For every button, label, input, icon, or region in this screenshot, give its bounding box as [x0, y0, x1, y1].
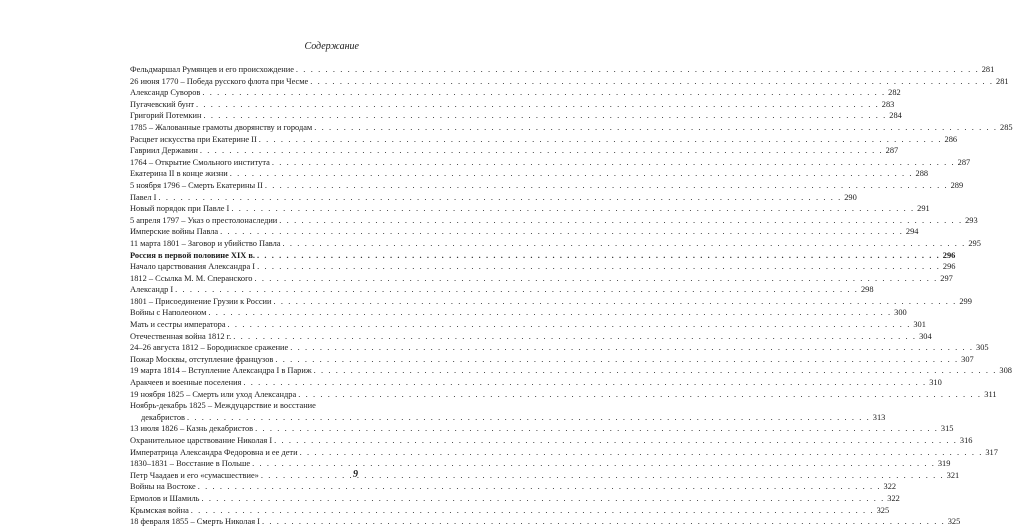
- dot-leader: [231, 203, 914, 215]
- toc-entry-page: 319: [937, 459, 951, 469]
- toc-entry-page: 315: [940, 424, 954, 434]
- toc-entry: [130, 307, 907, 319]
- dot-leader: [255, 273, 938, 285]
- toc-entry: [130, 122, 1013, 134]
- dot-leader: [255, 423, 938, 435]
- toc-entry-page: 322: [883, 482, 897, 492]
- toc-entry-title: Пугачевский бунт: [130, 99, 195, 109]
- toc-entry-page: 311: [984, 389, 997, 399]
- dot-leader: [196, 99, 879, 111]
- dot-leader: [208, 307, 891, 319]
- toc-entry-page: 325: [876, 505, 890, 515]
- toc-entry-title: 1830–1831 – Восстание в Польше: [130, 459, 251, 469]
- toc-entry-page: 301: [913, 320, 926, 330]
- page-number: 9: [353, 469, 358, 480]
- dot-leader: [228, 319, 911, 331]
- dot-leader: [257, 261, 940, 273]
- toc-entry: [130, 354, 974, 366]
- dot-leader: [314, 122, 997, 134]
- toc-entry: [130, 342, 989, 354]
- toc-entry-page: 285: [1000, 122, 1013, 132]
- toc-entry: [130, 331, 932, 343]
- toc-entry: [130, 284, 874, 296]
- dot-leader: [202, 493, 885, 505]
- toc-entry-title: Пожар Москвы, отступление французов: [130, 354, 274, 364]
- toc-entry: [130, 99, 895, 111]
- toc-entry: [130, 215, 978, 227]
- toc-entry-title: 13 июля 1826 – Казнь декабристов: [130, 424, 254, 434]
- toc-entry-page: 287: [885, 146, 899, 156]
- toc-entry: [130, 203, 930, 215]
- toc-entry: [130, 261, 956, 273]
- toc-entry-page: 307: [961, 354, 974, 364]
- dot-leader: [310, 76, 993, 88]
- toc-entry: [130, 423, 954, 435]
- toc-entry-title: 18 февраля 1855 – Смерть Николая I: [130, 517, 260, 527]
- toc-entry-page: 281: [981, 65, 995, 74]
- toc-entry-page: 305: [976, 343, 989, 353]
- toc-entry: [130, 319, 926, 331]
- toc-entry-title: Расцвет искусства при Екатерине II: [130, 134, 257, 144]
- toc-entry-title: 1764 – Открытие Смольного института: [130, 157, 270, 167]
- toc-entry: [130, 180, 964, 192]
- toc-entry-title: Новый порядок при Павле I: [130, 204, 230, 214]
- toc-entry-title: Ноябрь-декабрь 1825 – Междуцарствие и восстание: [130, 401, 316, 411]
- dot-leader: [261, 470, 944, 482]
- toc-entry: [130, 296, 972, 308]
- toc-entry-page: 294: [905, 227, 919, 237]
- dot-leader: [290, 342, 973, 354]
- dot-leader: [191, 505, 874, 517]
- toc-entry-page: 293: [965, 215, 978, 225]
- dot-leader: [243, 377, 926, 389]
- toc-entry-title: 19 ноября 1825 – Смерть или уход Александра: [130, 389, 297, 399]
- dot-leader: [158, 192, 841, 204]
- toc-entry-title: Начало царствования Александра I: [130, 262, 256, 272]
- toc-entry-page: 289: [950, 180, 964, 190]
- dot-leader: [314, 365, 997, 377]
- dot-leader: [257, 250, 940, 262]
- toc-entry: [130, 134, 958, 146]
- toc-entry-title: Александр Суворов: [130, 88, 201, 98]
- toc-entry-title: Отечественная война 1812 г.: [130, 331, 232, 341]
- dot-leader: [296, 64, 979, 76]
- dot-leader: [274, 296, 957, 308]
- toc-entry: [130, 481, 897, 493]
- dot-leader: [274, 435, 957, 447]
- toc-entry: [130, 516, 961, 528]
- toc-entry: [130, 435, 973, 447]
- toc-entry-page: 296: [942, 250, 956, 260]
- toc-entry-page: 286: [944, 134, 958, 144]
- toc-entry-page: 313: [872, 412, 886, 422]
- dot-leader: [298, 389, 981, 401]
- toc-entry-title: Павел I: [130, 192, 157, 202]
- toc-entry-title: 1801 – Присоединение Грузии к России: [130, 296, 272, 306]
- toc-entry: [130, 389, 997, 401]
- toc-entry-title: 5 ноября 1796 – Смерть Екатерины II: [130, 180, 263, 190]
- toc-entry: [130, 365, 1012, 377]
- toc-entry: [130, 157, 971, 169]
- toc-entry: [130, 110, 902, 122]
- dot-leader: [259, 134, 942, 146]
- toc-entry-title: Александр I: [130, 285, 174, 295]
- toc-entry-page: 284: [889, 111, 902, 121]
- dot-leader: [275, 354, 958, 366]
- toc-entry-page: 288: [915, 169, 929, 179]
- dot-leader: [202, 87, 885, 99]
- toc-entry-page: 295: [968, 238, 981, 248]
- dot-leader: [300, 447, 983, 459]
- dot-leader: [203, 110, 886, 122]
- toc-entry: [130, 377, 942, 389]
- toc-entry-page: 321: [946, 470, 960, 480]
- dot-leader: [233, 331, 916, 343]
- toc-entry-page: 283: [881, 99, 895, 109]
- toc-entry-page: 287: [957, 157, 971, 167]
- table-of-contents: [130, 64, 1013, 528]
- toc-entry-page: 300: [894, 308, 907, 318]
- toc-entry: [130, 145, 899, 157]
- toc-entry-title: Охранительное царствование Николая I: [130, 436, 273, 445]
- toc-entry-title: 24–26 августа 1812 – Бородинское сражение: [130, 343, 289, 353]
- toc-entry-title: Аракчеев и военные поселения: [130, 378, 242, 388]
- toc-entry-title: Мать и сестры императора: [130, 320, 226, 330]
- toc-entry: [130, 470, 960, 482]
- toc-entry-title: Россия в первой половине XIX в.: [130, 250, 255, 260]
- toc-entry-page: 290: [844, 192, 857, 202]
- toc-entry-title: 1812 – Ссылка М. М. Сперанского: [130, 273, 253, 283]
- toc-entry-title: декабристов: [141, 412, 185, 422]
- toc-entry: [130, 192, 857, 204]
- toc-entry-page: 325: [947, 517, 961, 527]
- toc-entry-page: 317: [985, 447, 998, 457]
- toc-entry-title: Крымская война: [130, 505, 189, 515]
- toc-entry-page: 322: [887, 493, 900, 503]
- toc-entry-title: 26 июня 1770 – Победа русского флота при Чесме: [130, 76, 309, 86]
- toc-entry-title: Фельдмаршал Румянцев и его происхождение: [130, 65, 294, 74]
- toc-entry-page: 296: [942, 262, 956, 272]
- dot-leader: [283, 238, 966, 250]
- toc-entry-title: Императрица Александра Федоровна и ее дети: [130, 447, 298, 457]
- dot-leader: [200, 145, 883, 157]
- toc-entry: [130, 412, 886, 424]
- toc-entry-title: Гавриил Державин: [130, 146, 198, 156]
- toc-entry-page: 304: [919, 331, 932, 341]
- toc-entry-page: 291: [917, 204, 930, 214]
- toc-entry: [130, 505, 890, 517]
- toc-section-heading: [130, 250, 956, 262]
- toc-entry: [130, 447, 998, 459]
- dot-leader: [198, 481, 881, 493]
- toc-entry-title: 11 марта 1801 – Заговор и убийство Павла: [130, 238, 281, 248]
- dot-leader: [187, 412, 870, 424]
- toc-entry: [130, 458, 951, 470]
- toc-entry: [130, 226, 919, 238]
- dot-leader: [279, 215, 962, 227]
- toc-entry: [130, 493, 900, 505]
- toc-entry-title: Ермолов и Шамиль: [130, 493, 200, 503]
- toc-entry-title: 5 апреля 1797 – Указ о престолонаследии: [130, 215, 278, 225]
- dot-leader: [262, 516, 945, 528]
- toc-entry-title: Войны на Востоке: [130, 482, 196, 492]
- toc-entry-page: 310: [929, 378, 942, 388]
- running-head: Содержание: [304, 41, 359, 52]
- toc-entry-title: Петр Чаадаев и его «сумасшествие»: [130, 470, 259, 480]
- toc-entry: [130, 238, 981, 250]
- toc-entry-title: 1785 – Жалованные грамоты дворянству и городам: [130, 122, 313, 132]
- dot-leader: [272, 157, 955, 169]
- toc-entry: [130, 273, 953, 285]
- toc-entry-title: Войны с Наполеоном: [130, 308, 207, 318]
- toc-entry-page: 298: [860, 285, 874, 295]
- dot-leader: [175, 284, 858, 296]
- dot-leader: [220, 226, 903, 238]
- toc-entry: [130, 168, 929, 180]
- toc-entry: [130, 400, 360, 412]
- toc-entry: [130, 64, 995, 76]
- toc-entry-title: Екатерина II в конце жизни: [130, 169, 228, 179]
- toc-entry-page: 281: [996, 76, 1009, 86]
- toc-entry: [130, 87, 901, 99]
- dot-leader: [230, 168, 913, 180]
- toc-entry: [130, 76, 1009, 88]
- toc-entry-page: 316: [959, 436, 973, 445]
- toc-entry-page: 297: [940, 273, 953, 283]
- toc-entry-page: 282: [888, 88, 901, 98]
- toc-entry-page: 308: [999, 366, 1012, 376]
- toc-entry-page: 299: [959, 296, 972, 306]
- toc-entry-title: 19 марта 1814 – Вступление Александра I в Париж: [130, 366, 312, 376]
- toc-entry-title: Григорий Потемкин: [130, 111, 202, 121]
- dot-leader: [265, 180, 948, 192]
- toc-entry-title: Имперские войны Павла: [130, 227, 219, 237]
